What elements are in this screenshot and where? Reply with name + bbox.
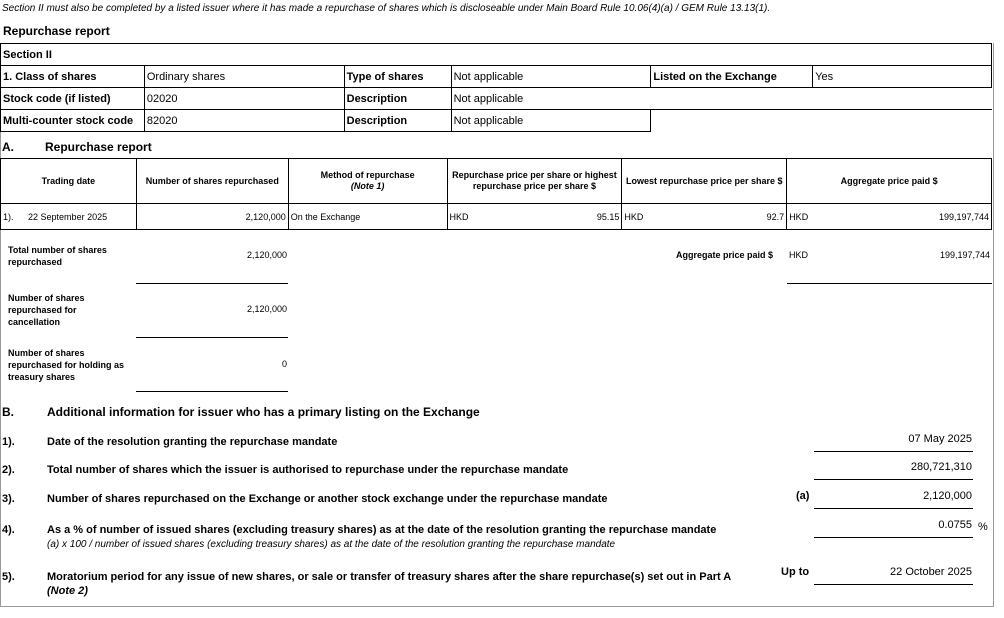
row-price-currency: HKD: [449, 211, 469, 222]
cancel-shares-value: 2,120,000: [246, 304, 287, 314]
total-shares-label: Total number of shares repurchased: [8, 245, 107, 267]
section-a-title: Repurchase report: [45, 140, 152, 154]
report-title: Repurchase report: [3, 24, 110, 38]
header-trading-date: Trading date: [1, 159, 137, 204]
b2-text: Total number of shares which the issuer is authorised to repurchase under the repurchase mandate: [47, 464, 569, 476]
b4-subtext: (a) x 100 / number of issued shares (excluding treasury shares) as at the date of the resolution granting the repurchase mandate: [47, 539, 616, 550]
stock-code-label: Stock code (if listed): [1, 88, 145, 110]
row-price-cell: [447, 204, 622, 230]
share-info-table: [0, 43, 992, 132]
header-aggregate: Aggregate price paid $: [787, 159, 992, 204]
class-value: Ordinary shares: [144, 66, 344, 88]
b4-text: As a % of number of issued shares (excluding treasury shares) as at the date of the resolution granting the repurchase mandate: [47, 524, 717, 536]
header-method-note: (Note 1): [350, 181, 385, 191]
b4-rule: [814, 537, 973, 538]
row-method: On the Exchange: [288, 204, 447, 230]
aggregate-total-value: 199,197,744: [939, 250, 990, 260]
description-label-2: Description: [344, 110, 451, 132]
repurchase-table: [0, 158, 992, 230]
row-aggregate-cell: [787, 204, 992, 230]
b1-rule: [814, 451, 973, 452]
aggregate-total-label: Aggregate price paid $: [676, 250, 774, 260]
treasury-shares-label: Number of shares repurchased for holding as treasury shares: [8, 348, 125, 382]
header-shares: Number of shares repurchased: [136, 159, 288, 204]
b3-index: 3).: [2, 493, 15, 505]
section-b-letter: B.: [2, 405, 14, 419]
type-label: Type of shares: [344, 66, 451, 88]
aggregate-total-currency: HKD: [789, 250, 809, 260]
header-price: Repurchase price per share or highest repurchase price per share $: [447, 159, 622, 204]
row-lowest-currency: HKD: [624, 211, 644, 222]
aggregate-total-rule: [787, 283, 992, 284]
multi-counter-value: 82020: [144, 110, 344, 132]
b4-index: 4).: [2, 524, 15, 536]
row-aggregate: 199,197,744: [938, 211, 989, 222]
section-b-title: Additional information for issuer who has a primary listing on the Exchange: [47, 405, 480, 419]
listed-value: Yes: [813, 66, 992, 88]
listed-label: Listed on the Exchange: [651, 66, 813, 88]
treasury-shares-rule: [136, 391, 288, 392]
disclosure-note: Section II must also be completed by a listed issuer where it has made a repurchase of shares which is discloseable under Main Board Rule 10.06(4)(a) / GEM Rule 13.13(1).: [2, 3, 771, 14]
row-price: 95.15: [596, 211, 620, 222]
b5-value: 22 October 2025: [890, 566, 972, 578]
description-value: Not applicable: [451, 88, 991, 110]
section-a-letter: A.: [2, 140, 14, 154]
row-date: 22 September 2025: [28, 211, 108, 222]
b2-value: 280,721,310: [910, 461, 972, 473]
b1-value: 07 May 2025: [908, 433, 972, 445]
stock-code-value: 02020: [144, 88, 344, 110]
b3-tag: (a): [796, 490, 810, 502]
treasury-shares-value: 0: [281, 359, 287, 369]
row-date-cell: [1, 204, 137, 230]
b1-text: Date of the resolution granting the repurchase mandate: [47, 436, 338, 448]
b3-value: 2,120,000: [923, 490, 972, 502]
row-lowest: 92.7: [766, 211, 785, 222]
table-row: [1, 204, 992, 230]
section-label: Section II: [1, 44, 992, 66]
row-shares: 2,120,000: [136, 204, 288, 230]
b5-note: (Note 2): [47, 585, 88, 597]
row-aggregate-currency: HKD: [789, 211, 809, 222]
class-label: 1. Class of shares: [1, 66, 145, 88]
description-value-2: Not applicable: [451, 110, 651, 132]
multi-counter-label: Multi-counter stock code: [1, 110, 145, 132]
cancel-shares-label: Number of shares repurchased for cancellation: [8, 293, 85, 327]
b4-value: 0.0755: [938, 519, 972, 531]
cancel-shares-rule: [136, 337, 288, 338]
b5-rule: [814, 584, 973, 585]
total-shares-value: 2,120,000: [246, 250, 287, 260]
header-method-label: Method of repurchase: [320, 170, 415, 180]
header-method: [288, 159, 447, 204]
b2-index: 2).: [2, 464, 15, 476]
row-lowest-cell: [622, 204, 787, 230]
type-value: Not applicable: [451, 66, 651, 88]
b1-index: 1).: [2, 436, 15, 448]
b5-index: 5).: [2, 571, 15, 583]
b3-text: Number of shares repurchased on the Exchange or another stock exchange under the repurchase mandate: [47, 493, 608, 505]
total-shares-rule: [136, 283, 288, 284]
b2-rule: [814, 479, 973, 480]
description-label: Description: [344, 88, 451, 110]
b4-unit: %: [978, 521, 988, 533]
b5-text: Moratorium period for any issue of new shares, or sale or transfer of treasury shares after the share repurchase(s) set out in Part A: [47, 571, 732, 583]
header-lowest: Lowest repurchase price per share $: [622, 159, 787, 204]
b3-rule: [814, 508, 973, 509]
b5-tag: Up to: [781, 566, 810, 578]
row-index: 1).: [3, 211, 14, 222]
